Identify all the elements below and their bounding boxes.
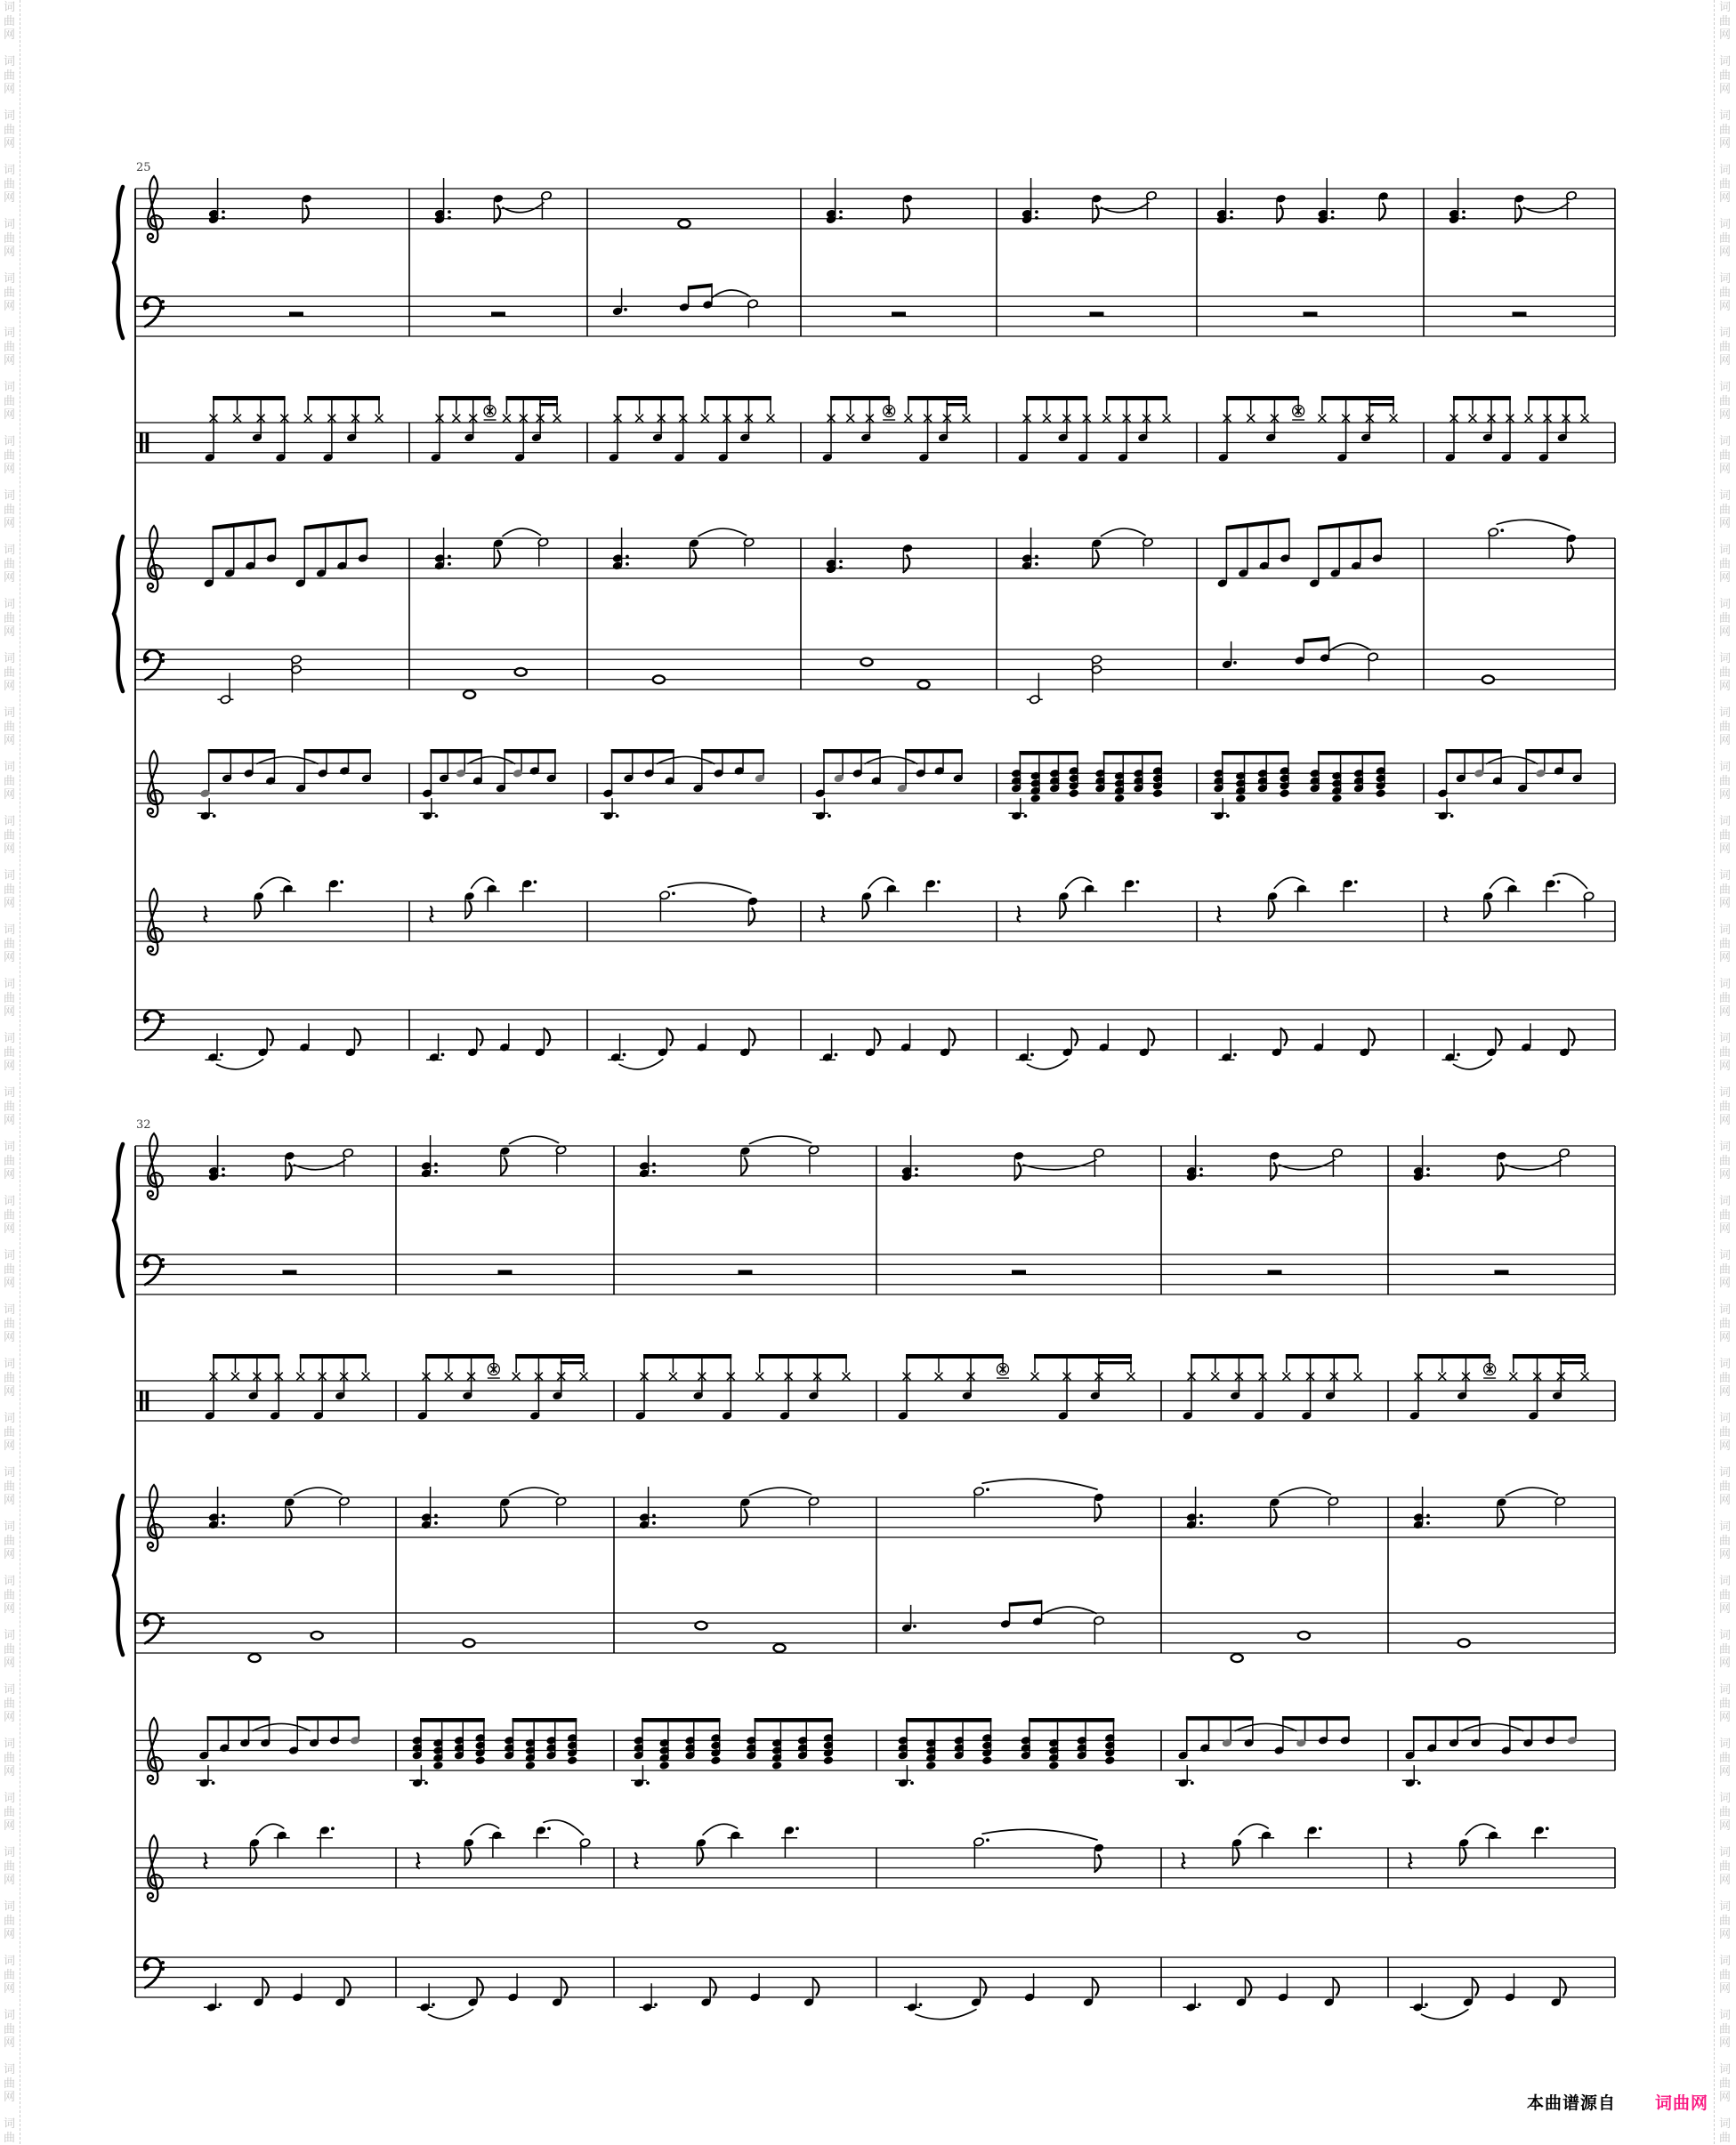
footer-brand-link[interactable]: 词曲网	[1655, 2093, 1709, 2113]
measure-number-2: 32	[136, 1118, 151, 1132]
watermark-column-left: 词 曲 网 词 曲 网 词 曲 网 词 曲 网 词 曲 网 词 曲 网 词 曲 网 词 曲 网 词 曲 网 词 曲 网 词 曲 网 词 曲 网 词 曲 网 词 曲 网 词 曲 网 词 曲 网 词 曲 网 词 曲 网 词 曲 网 词 曲 网 词 曲 网 词 曲 网 词 曲 网 词 曲 网 词 曲 网 词 曲 网 词 曲 网 词 曲 网 词 曲 网 词 曲 网 词 曲 网 词 曲 网 词 曲 网 词 曲 网 词 曲 网 词 曲 网 词 曲 网 词 曲 网 词 曲 网 词 曲	[4, 1, 16, 2145]
footer-source-text: 本曲谱源自	[1527, 2093, 1617, 2113]
measure-number-1: 25	[136, 161, 151, 174]
watermark-column-right: 词 曲 网 词 曲 网 词 曲 网 词 曲 网 词 曲 网 词 曲 网 词 曲 网 词 曲 网 词 曲 网 词 曲 网 词 曲 网 词 曲 网 词 曲 网 词 曲 网 词 曲 网 词 曲 网 词 曲 网 词 曲 网 词 曲 网 词 曲 网 词 曲 网 词 曲 网 词 曲 网 词 曲 网 词 曲 网 词 曲 网 词 曲 网 词 曲 网 词 曲 网 词 曲 网 词 曲 网 词 曲 网 词 曲 网 词 曲 网 词 曲 网 词 曲 网 词 曲 网 词 曲 网 词 曲 网 词 曲	[1719, 1, 1732, 2145]
